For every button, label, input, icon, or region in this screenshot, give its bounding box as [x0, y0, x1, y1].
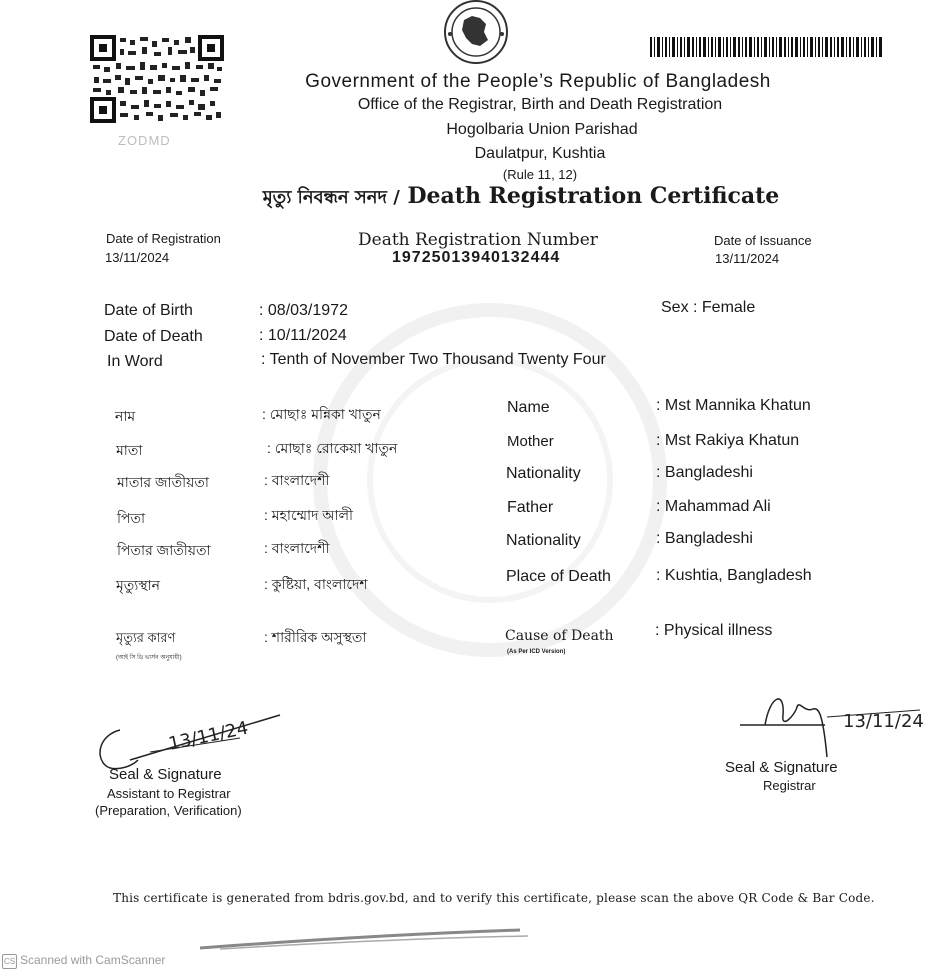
- father-nationality-label: Nationality: [506, 532, 581, 549]
- assistant-role: (Preparation, Verification): [95, 803, 242, 818]
- date-of-death-value: : 10/11/2024: [259, 327, 347, 344]
- mother-value: : Mst Rakiya Khatun: [656, 432, 800, 449]
- assistant-title: Assistant to Registrar: [107, 786, 231, 801]
- title-english: Death Registration Certificate: [407, 183, 780, 209]
- assistant-seal-signature-label: Seal & Signature: [109, 766, 222, 783]
- father-nationality-bn-value: : বাংলাদেশী: [264, 540, 330, 556]
- in-word-value: : Tenth of November Two Thousand Twenty Four: [261, 351, 606, 368]
- mother-nationality-bn-label: মাতার জাতীয়তা: [117, 474, 209, 490]
- header-location: Daulatpur, Kushtia: [474, 145, 606, 162]
- title-bangla: মৃত্যু নিবন্ধন সনদ /: [262, 187, 400, 208]
- barcode[interactable]: [650, 37, 882, 57]
- cause-note-en: (As Per ICD Version): [507, 649, 566, 655]
- registrar-signature-date: 13/11/24: [843, 711, 924, 732]
- government-seal-icon: [420, 0, 532, 70]
- father-nationality-bn-label: পিতার জাতীয়তা: [117, 542, 211, 558]
- mother-nationality-label: Nationality: [506, 465, 581, 482]
- father-value: : Mahammad Ali: [656, 498, 771, 515]
- header-government: Government of the People’s Republic of Bangladesh: [305, 71, 771, 92]
- cause-of-death-bn-label: মৃত্যুর কারণ: [116, 630, 176, 645]
- sex-value: Sex : Female: [661, 299, 756, 316]
- camscanner-watermark: [2, 953, 165, 969]
- name-value: : Mst Mannika Khatun: [656, 397, 811, 414]
- mother-bn-label: মাতা: [116, 442, 143, 458]
- registrar-seal-signature-label: Seal & Signature: [725, 759, 838, 776]
- cause-of-death-value: : Physical illness: [655, 622, 773, 639]
- date-of-birth-value: : 08/03/1972: [259, 302, 348, 319]
- father-label: Father: [507, 499, 554, 516]
- date-of-death-label: Date of Death: [104, 328, 203, 345]
- certificate-title: [0, 183, 938, 214]
- header-rule: (Rule 11, 12): [502, 167, 578, 182]
- date-of-issuance-label: Date of Issuance: [714, 233, 812, 248]
- camscanner-text: Scanned with CamScanner: [20, 953, 166, 967]
- name-bn-value: : মোছাঃ মন্নিকা খাতুন: [262, 406, 381, 422]
- mother-nationality-value: : Bangladeshi: [656, 464, 753, 481]
- qr-code-label: ZODMD: [118, 133, 171, 148]
- name-label: Name: [507, 399, 550, 416]
- scan-artifact-streak: [200, 928, 530, 950]
- place-of-death-value: : Kushtia, Bangladesh: [656, 567, 812, 584]
- cause-of-death-label: Cause of Death: [505, 628, 614, 644]
- camscanner-logo-icon: CS: [2, 954, 17, 969]
- registrar-title: Registrar: [763, 778, 816, 793]
- place-of-death-bn-value: : কুষ্টিয়া, বাংলাদেশ: [264, 576, 368, 592]
- date-of-birth-label: Date of Birth: [104, 302, 193, 319]
- registrar-signature: [735, 685, 925, 760]
- cause-note-bn: (আই সি ডি ভার্সন অনুযায়ী): [116, 655, 182, 661]
- header-office: Office of the Registrar, Birth and Death Registration: [357, 96, 723, 113]
- mother-bn-value: : মোছাঃ রোকেয়া খাতুন: [267, 440, 398, 456]
- name-bn-label: নাম: [115, 408, 136, 424]
- registration-number-value: 19725013940132444: [392, 249, 561, 266]
- cause-of-death-bn-value: : শারীরিক অসুস্থতা: [264, 629, 367, 645]
- registration-number-label: Death Registration Number: [358, 230, 598, 250]
- in-word-label: In Word: [107, 353, 163, 370]
- mother-nationality-bn-value: : বাংলাদেশী: [264, 472, 330, 488]
- father-bn-value: : মহাম্মোদ আলী: [264, 507, 354, 523]
- header-union: Hogolbaria Union Parishad: [446, 121, 638, 138]
- verification-footer: This certificate is generated from bdris.gov.bd, and to verify this certificate, please scan the above QR Code & Bar Code.: [113, 891, 875, 905]
- assistant-signature-date: 13/11/24: [166, 717, 251, 755]
- father-nationality-value: : Bangladeshi: [656, 530, 753, 547]
- father-bn-label: পিতা: [117, 510, 146, 526]
- place-of-death-bn-label: মৃত্যুস্থান: [116, 577, 161, 593]
- place-of-death-label: Place of Death: [506, 568, 611, 585]
- mother-label: Mother: [507, 433, 554, 450]
- date-of-issuance-value: 13/11/2024: [715, 251, 780, 266]
- date-of-registration-value: 13/11/2024: [105, 250, 170, 265]
- date-of-registration-label: Date of Registration: [106, 231, 221, 246]
